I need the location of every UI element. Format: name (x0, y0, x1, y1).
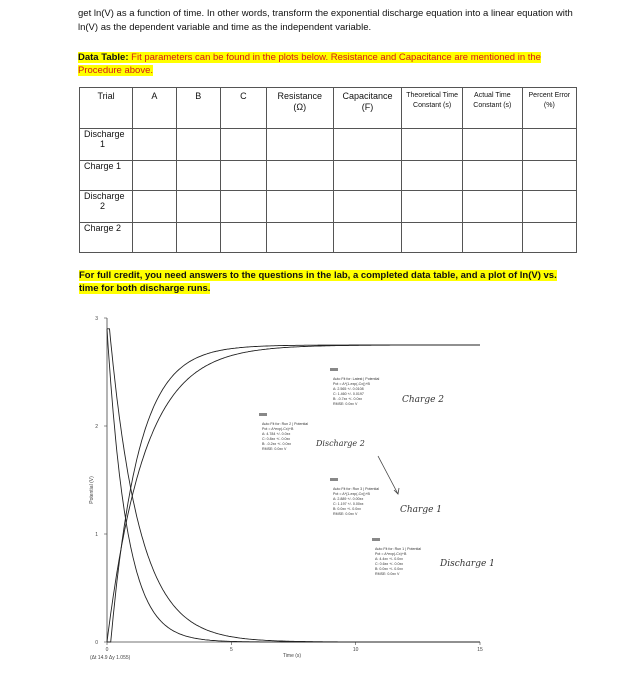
row-label-discharge-2: Discharge 2 (80, 191, 133, 223)
header-trial: Trial (80, 88, 133, 129)
fit-box-line: A: 4.4xx +/- 0.0xx (375, 557, 403, 561)
row-label-discharge-1: Discharge 1 (80, 129, 133, 161)
fit-box-title: Auto Fit for: Latest | Potential (333, 377, 380, 381)
header-a: A (133, 88, 176, 129)
data-table-instructions: Fit parameters can be found in the plots below. Resistance and Capacitance are mentioned in the Procedure above. (78, 52, 541, 76)
y-tick-label: 2 (95, 424, 98, 430)
fit-box-equation: Pot = A*(1-exp(-Cx))+B (333, 492, 370, 496)
fit-box-title: Auto Fit for: Run 3 | Potential (333, 487, 380, 491)
x-tick-label: 5 (229, 647, 233, 653)
fit-box-tab (372, 538, 380, 541)
fit-box (330, 478, 379, 516)
x-tick-label: 10 (352, 647, 359, 653)
fit-box (259, 413, 308, 451)
series-discharge-2-line (107, 329, 480, 642)
fit-box-line: RMSE: 0.0xx V (333, 402, 358, 406)
fit-box-title: Auto Fit for: Run 2 | Potential (262, 422, 309, 426)
header-resistance: Resistance (Ω) (266, 88, 333, 129)
handwritten-label: Charge 1 (400, 505, 443, 515)
y-tick-label: 1 (95, 532, 98, 538)
fit-box-tab (330, 368, 338, 371)
series-charge-2-line (107, 345, 480, 642)
header-percent-error: Percent Error (%) (522, 88, 576, 129)
handwritten-label: Charge 2 (402, 395, 445, 405)
arrow-line (378, 456, 398, 494)
series-discharge-1-line (107, 329, 480, 642)
fit-box-line: RMSE: 0.0xx V (262, 447, 287, 451)
fit-box-line: B: 0.0xx +/- 0.0xx (333, 507, 361, 511)
fit-box-line: C: 0.8xx +/- 0.0xx (262, 437, 291, 441)
corner-readout: (Δt 14.9 Δy 1.055) (90, 655, 131, 661)
handwritten-label: Discharge 2 (316, 439, 365, 448)
fit-box-equation: Pot = A*exp(-Cx)+B (375, 552, 407, 556)
full-credit-note: For full credit, you need answers to the questions in the lab, a completed data table, and a plot of ln(V) vs. time for both discharge runs. (79, 270, 557, 294)
header-theoretical-time-constant: Theoretical Time Constant (s) (402, 88, 463, 129)
row-label-charge-1: Charge 1 (80, 161, 133, 191)
fit-box-line: C: 1.460 +/- 0.0197 (333, 392, 364, 396)
fit-box-line: C: 1.197 +/- 0.00xx (333, 502, 364, 506)
x-axis-label: Time (s) (282, 653, 302, 659)
y-axis-label: Potential (V) (89, 476, 95, 504)
fit-box-line: A: 2.889 +/- 0.00xx (333, 497, 364, 501)
fit-box-line: RMSE: 0.0xx V (333, 512, 358, 516)
fit-box-line: B: -0.7xx +/- 0.0xx (333, 397, 363, 401)
intro-paragraph: get ln(V) as a function of time. In other words, transform the exponential discharge equation into a linear equation with ln(V) as the dependent variable and time as the independent variable. (78, 8, 573, 33)
row-label-charge-2: Charge 2 (80, 223, 133, 253)
y-tick-label: 0 (95, 640, 98, 646)
fit-box-line: A: 2.565 +/- 0.0108 (333, 387, 364, 391)
header-c: C (221, 88, 267, 129)
data-table-label: Data Table: (78, 52, 129, 63)
fit-box-line: C: 0.6xx +/- 0.0xx (375, 562, 404, 566)
fit-box (330, 368, 379, 406)
header-b: B (176, 88, 220, 129)
fit-box-line: A: 4.784 +/- 0.0xx (262, 432, 291, 436)
fit-box-tab (259, 413, 267, 416)
fit-box-line: B: 0.0xx +/- 0.0xx (375, 567, 403, 571)
fit-box-tab (330, 478, 338, 481)
header-actual-time-constant: Actual Time Constant (s) (463, 88, 523, 129)
handwritten-label: Discharge 1 (440, 559, 495, 569)
x-tick-label: 15 (477, 647, 483, 653)
fit-box-line: B: -0.2xx +/- 0.0xx (262, 442, 292, 446)
y-tick-label: 3 (95, 316, 98, 322)
fit-box-title: Auto Fit for: Run 1 | Potential (375, 547, 422, 551)
fit-box-equation: Pot = A*(1-exp(-Cx))+B (333, 382, 370, 386)
fit-box-equation: Pot = A*exp(-Cx)+B (262, 427, 294, 431)
fit-box-line: RMSE: 0.0xx V (375, 572, 400, 576)
header-capacitance: Capacitance (F) (333, 88, 401, 129)
x-tick-label: 0 (105, 647, 109, 653)
fit-box (372, 538, 421, 576)
